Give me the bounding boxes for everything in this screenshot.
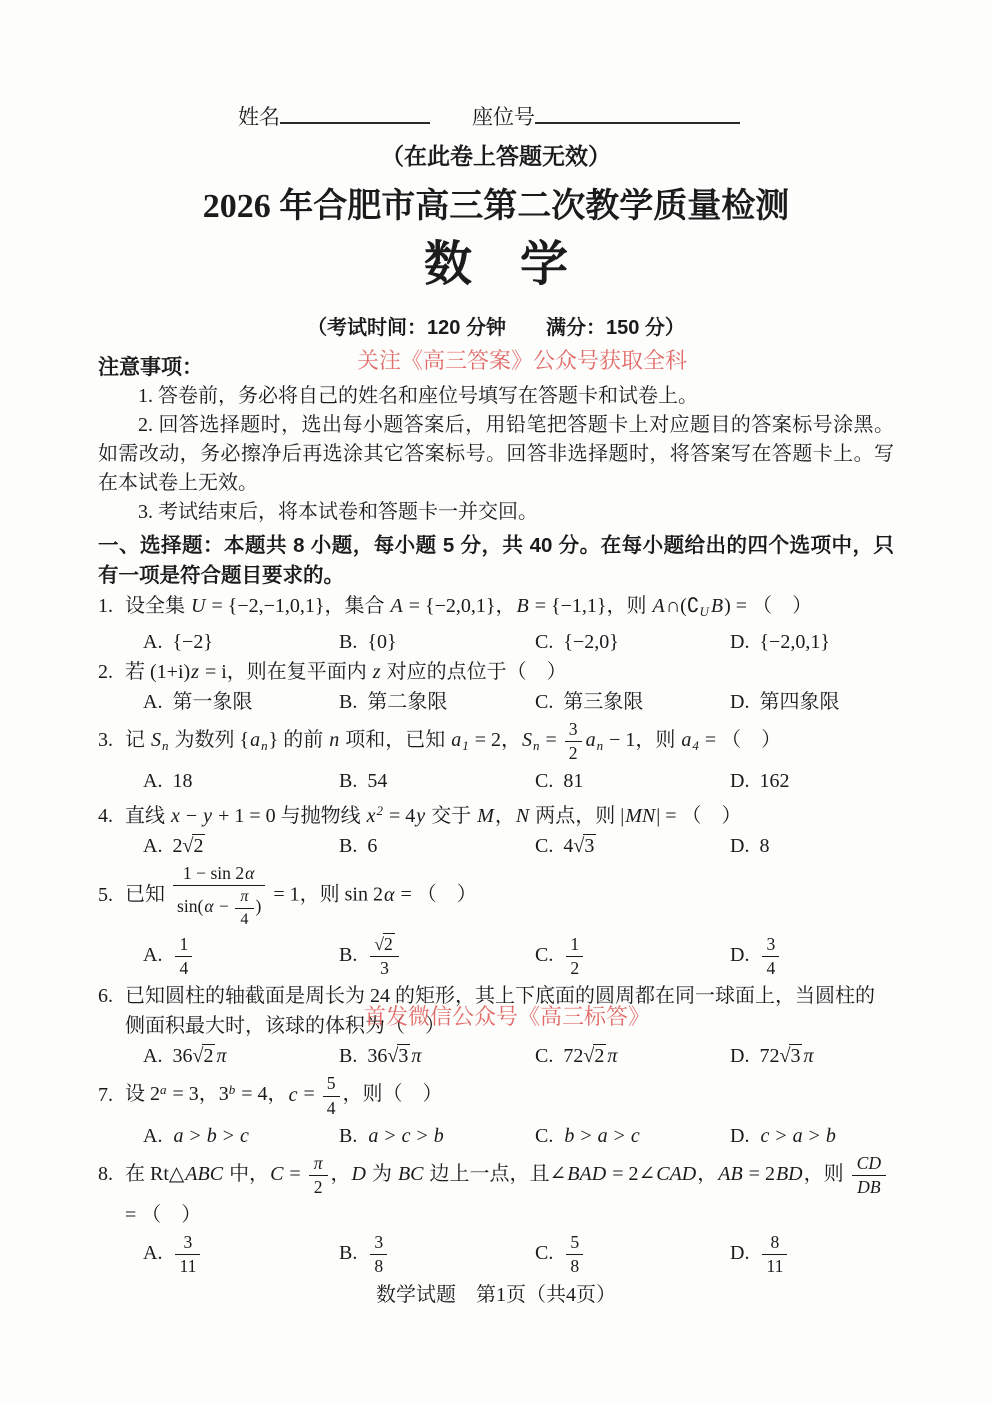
- question-options: [143, 687, 894, 717]
- question-stem: 2. 若 (1+i)z = i，则在复平面内 z 对应的点位于（ ）: [98, 657, 894, 687]
- question-options: [143, 931, 894, 981]
- seat-blank: [535, 103, 740, 124]
- fraction: $\frac{\pi}{2}$: [309, 1153, 328, 1198]
- fraction: $\frac{3}{2}$: [565, 719, 582, 764]
- option-A: [143, 1121, 339, 1151]
- question-options: [143, 1041, 894, 1071]
- notice-list: [98, 382, 894, 527]
- option-D: [730, 687, 894, 717]
- question-options: [143, 1121, 894, 1151]
- radical: √2: [192, 1045, 214, 1068]
- option-content: b > a > c: [564, 1124, 640, 1147]
- option-B: [339, 1041, 535, 1071]
- option-content: {0}: [367, 631, 397, 653]
- option-B: [339, 687, 535, 717]
- question-number: 1.: [98, 595, 113, 617]
- option-label: A.: [143, 1242, 163, 1265]
- option-content: [759, 933, 782, 978]
- option-label: C.: [535, 691, 554, 713]
- question-number: 6.: [98, 985, 113, 1008]
- question-number: 7.: [98, 1083, 113, 1106]
- option-content: [759, 1231, 790, 1276]
- option-label: C.: [535, 631, 554, 653]
- notice-item: 1. 答卷前，务必将自己的姓名和座位号填写在答题卡和试卷上。: [138, 385, 698, 407]
- option-B: [339, 931, 535, 981]
- option-label: D.: [730, 943, 750, 966]
- option-label: B.: [339, 770, 358, 793]
- option-A: [143, 1230, 339, 1279]
- question-options: [143, 627, 894, 657]
- option-label: A.: [143, 770, 163, 793]
- radical: √2: [182, 835, 204, 858]
- option-label: B.: [339, 1242, 358, 1265]
- option-C: [535, 766, 730, 796]
- name-blank: [280, 103, 430, 124]
- option-A: [143, 831, 339, 861]
- option-content: 8: [759, 835, 770, 858]
- question-number: 3.: [98, 729, 113, 752]
- option-content: 2√2: [172, 835, 205, 857]
- option-content: {−2,0,1}: [759, 631, 830, 653]
- option-A: [143, 766, 339, 796]
- question-number: 2.: [98, 661, 113, 683]
- radical: √2: [374, 934, 393, 955]
- option-D: [730, 831, 894, 861]
- option-B: [339, 1121, 535, 1151]
- option-content: [367, 934, 401, 979]
- watermark-answers-line1: 关注《高三答案》公众号获取全科: [357, 348, 688, 373]
- option-label: A.: [143, 835, 163, 858]
- option-label: D.: [730, 631, 750, 653]
- fraction: $\frac{5}{8}$: [566, 1232, 583, 1277]
- option-label: B.: [339, 691, 358, 713]
- notice-item: 3. 考试结束后，将本试卷和答题卡一并交回。: [138, 501, 538, 523]
- question-options: [143, 1230, 894, 1279]
- option-content: a > c > b: [368, 1124, 444, 1147]
- option-label: B.: [339, 631, 358, 653]
- exam-title: 2026 年合肥市高三第二次教学质量检测: [202, 188, 790, 225]
- option-content: 162: [759, 770, 790, 793]
- option-label: A.: [143, 691, 163, 713]
- option-content: 81: [563, 770, 584, 793]
- option-label: C.: [535, 1124, 554, 1147]
- option-label: C.: [535, 770, 554, 793]
- question-number: 8.: [98, 1162, 113, 1185]
- question-number: 5.: [98, 883, 113, 906]
- option-C: [535, 932, 730, 981]
- option-B: [339, 627, 535, 657]
- fraction: $\frac{1}{4}$: [175, 934, 192, 979]
- option-label: D.: [730, 1124, 750, 1147]
- name-label: 姓名: [238, 105, 280, 129]
- radical: √3: [573, 835, 595, 858]
- watermark-answers-line2: 首发微信公众号《高三标答》: [364, 1004, 651, 1029]
- option-content: 18: [172, 770, 193, 793]
- radical: √3: [387, 1045, 409, 1068]
- option-content: 第一象限: [172, 691, 253, 713]
- option-content: 72√2 π: [563, 1045, 618, 1067]
- option-B: [339, 831, 535, 861]
- option-label: B.: [339, 1045, 358, 1068]
- option-label: D.: [730, 770, 750, 793]
- option-label: D.: [730, 835, 750, 858]
- option-D: [730, 766, 894, 796]
- option-content: [172, 933, 195, 978]
- option-content: 72√3 π: [759, 1045, 814, 1067]
- question-options: [143, 831, 894, 861]
- option-content: 54: [367, 770, 388, 793]
- option-B: [339, 1230, 535, 1279]
- question-stem: 1. 设全集 U = {−2,−1,0,1}，集合 A = {−2,0,1}，B = {−1,1}，则 $A\cap(∁_U$ B) = （ ）: [98, 591, 894, 627]
- option-D: [730, 932, 894, 981]
- option-label: D.: [730, 1242, 750, 1265]
- fraction: $\frac{5}{4}$: [323, 1073, 340, 1118]
- radical: √3: [779, 1045, 801, 1068]
- question-stem: 4. 直线 x − y + 1 = 0 与抛物线 $x^2 = 4y$ 交于 M，N 两点，则 |MN| = （ ）: [98, 796, 894, 831]
- question-stem: 5. 已知 1 − sin 2α sin(α − $\frac{\pi}{4}$ ) = 1，则 sin 2α = （ ）: [98, 863, 477, 928]
- option-C: [535, 627, 730, 657]
- option-content: [172, 1231, 203, 1276]
- option-A: [143, 932, 339, 981]
- fraction: $\frac{\pi}{4}$: [235, 887, 253, 929]
- question-stem: 3. 记 $S_n$ 为数列 $\{a_n\}$ 的前 n 项和，已知 $a_1 = 2$，$S_n$ = $\frac{3}{2}$ $a_n - 1$，则 $a_4$ = （ ）: [98, 719, 782, 764]
- question-4: [98, 796, 894, 861]
- notice-item: 2. 回答选择题时，选出每小题答案后，用铅笔把答题卡上对应题目的答案标号涂黑。如需改动，务必擦净后再选涂其它答案标号。回答非选择题时，将答案写在答题卡上。写在本试卷上无效。: [98, 414, 894, 494]
- option-content: c > a > b: [760, 1124, 836, 1147]
- option-content: [367, 1231, 390, 1276]
- option-content: {−2,0}: [563, 631, 619, 653]
- notice-heading: 注意事项：: [98, 356, 203, 379]
- fraction: $\frac{8}{11}$: [762, 1232, 787, 1277]
- option-label: C.: [535, 1045, 554, 1068]
- option-content: 4√3: [563, 835, 596, 857]
- question-7: [98, 1071, 894, 1150]
- option-label: C.: [535, 943, 554, 966]
- option-label: C.: [535, 1242, 554, 1265]
- question-stem: 7. 设 $2^a = 3$，$3^b = 4$，c = $\frac{5}{4}$ ，则（ ）: [98, 1073, 443, 1118]
- fraction: $\frac{3}{4}$: [762, 934, 779, 979]
- option-C: [535, 687, 730, 717]
- option-label: B.: [339, 1124, 358, 1147]
- question-3: [98, 717, 894, 796]
- option-A: [143, 627, 339, 657]
- option-content: [563, 933, 586, 978]
- fraction: $\frac{1}{2}$: [566, 934, 583, 979]
- option-C: [535, 1121, 730, 1151]
- section-heading: 一、选择题：本题共 8 小题，每小题 5 分，共 40 分。在每小题给出的四个选项中，只有一项是符合题目要求的。: [98, 534, 894, 587]
- option-label: A.: [143, 1124, 163, 1147]
- page-footer: 数学试题 第1页（共4页）: [376, 1284, 616, 1306]
- option-A: [143, 687, 339, 717]
- radical: √2: [583, 1045, 605, 1068]
- option-D: [730, 1121, 894, 1151]
- option-content: 第三象限: [563, 691, 644, 713]
- seat-label: 座位号: [472, 105, 535, 129]
- option-B: [339, 766, 535, 796]
- option-label: D.: [730, 1045, 750, 1068]
- option-content: {−2}: [172, 631, 213, 653]
- option-label: A.: [143, 943, 163, 966]
- exam-subject: 数 学: [423, 238, 568, 291]
- option-content: 36√3 π: [367, 1045, 422, 1067]
- option-D: [730, 627, 894, 657]
- option-label: D.: [730, 691, 750, 713]
- option-content: a > b > c: [173, 1124, 249, 1147]
- fraction: 1 − sin 2α sin(α − $\frac{\pi}{4}$ ): [173, 863, 265, 929]
- option-label: A.: [143, 1045, 163, 1068]
- option-content: [563, 1231, 586, 1276]
- name-seat-row: [238, 102, 894, 132]
- question-2: [98, 657, 894, 717]
- option-label: C.: [535, 835, 554, 858]
- fraction: $\frac{CD}{DB}$: [852, 1153, 886, 1198]
- fraction: $\frac{3}{8}$: [370, 1232, 387, 1277]
- exam-info: （考试时间：120 分钟 满分：150 分）: [307, 317, 685, 339]
- question-5: [98, 861, 894, 981]
- option-D: [730, 1230, 894, 1279]
- option-label: B.: [339, 835, 358, 858]
- option-content: 6: [367, 835, 378, 858]
- question-stem: 6. 已知圆柱的轴截面是周长为 24 的矩形，其上下底面的圆周都在同一球面上，当圆柱的侧面积最大时，该球的体积为（ ）: [98, 981, 894, 1041]
- invalid-notice: （在此卷上答题无效）: [381, 143, 611, 169]
- option-A: [143, 1041, 339, 1071]
- option-content: 第四象限: [759, 691, 840, 713]
- option-label: B.: [339, 943, 358, 966]
- option-C: [535, 831, 730, 861]
- fraction: $\frac{3}{11}$: [175, 1232, 200, 1277]
- question-number: 4.: [98, 805, 113, 828]
- option-D: [730, 1041, 894, 1071]
- fraction: $\frac{√2}{3}$: [370, 933, 398, 979]
- option-label: A.: [143, 631, 163, 653]
- option-C: [535, 1230, 730, 1279]
- question-stem: 8. 在 Rt△ABC 中，C = $\frac{\pi}{2}$ ，D 为 BC 边上一点，且∠BAD = 2∠CAD，AB = 2BD，则 $\frac{CD}{DB}$ = （ ）: [98, 1151, 894, 1230]
- questions-list: [98, 591, 894, 1279]
- option-content: 36√2 π: [172, 1045, 227, 1067]
- question-1: [98, 591, 894, 657]
- question-8: [98, 1151, 894, 1279]
- option-C: [535, 1041, 730, 1071]
- question-options: [143, 766, 894, 796]
- option-content: 第二象限: [367, 691, 448, 713]
